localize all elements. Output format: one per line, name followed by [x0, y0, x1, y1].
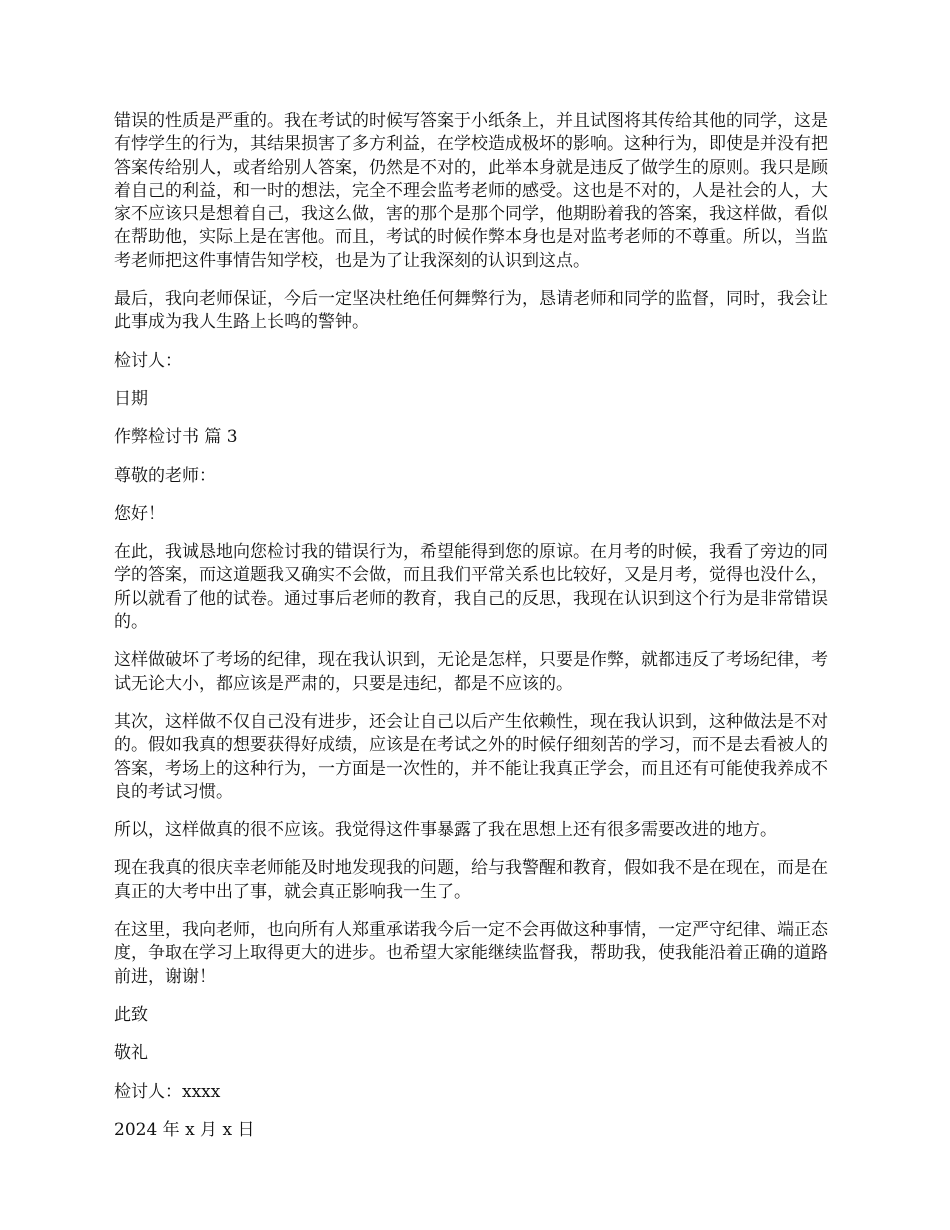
paragraph-gratitude: 现在我真的很庆幸老师能及时地发现我的问题，给与我警醒和教育，假如我不是在现在，而是在真正的大考中出了事，就会真正影响我一生了。	[114, 858, 828, 902]
closing-cizhi: 此致	[114, 1004, 148, 1025]
document-body	[114, 110, 838, 1157]
paragraph-violation-nature: 错误的性质是严重的。我在考试的时候写答案于小纸条上，并且试图将其传给其他的同学，这是有悖学生的行为，其结果损害了多方利益，在学校造成极坏的影响。这种行为，即使是并没有把答案传给别人，或者给别人答案，仍然是不对的，此举本身就是违反了做学生的原则。我只是顾着自己的利益，和一时的想法，完全不理会监考老师的感受。这也是不对的，人是社会的人，大家不应该只是想着自己，我这么做，害的那个是那个同学，他期盼着我的答案，我这样做，看似在帮助他，实际上是在害他。而且，考试的时候作弊本身也是对监考老师的不尊重。所以，当监考老师把这件事情告知学校，也是为了让我深刻的认识到这点。	[114, 111, 828, 271]
date-label: 日期	[114, 388, 148, 409]
paragraph-commitment: 在这里，我向老师，也向所有人郑重承诺我今后一定不会再做这种事情，一定严守纪律、端正态度，争取在学习上取得更大的进步。也希望大家能继续监督我，帮助我，使我能沿着正确的道路前进，谢谢！	[114, 920, 828, 987]
paragraph-promise: 最后，我向老师保证，今后一定坚决杜绝任何舞弊行为，恳请老师和同学的监督，同时，我会让此事成为我人生路上长鸣的警钟。	[114, 289, 828, 333]
paragraph-discipline: 这样做破坏了考场的纪律，现在我认识到，无论是怎样，只要是作弊，就都违反了考场纪律，考试无论大小，都应该是严肃的，只要是违纪，都是不应该的。	[114, 650, 828, 694]
section-title: 作弊检讨书 篇 3	[114, 427, 238, 448]
closing-jingli: 敬礼	[114, 1043, 148, 1064]
salutation: 尊敬的老师：	[114, 465, 216, 486]
date-line: 2024 年 x 月 x 日	[114, 1119, 255, 1140]
signature-label: 检讨人：	[114, 350, 182, 371]
signature-line: 检讨人：xxxx	[114, 1081, 221, 1102]
greeting: 您好！	[114, 503, 165, 524]
paragraph-confession: 在此，我诚恳地向您检讨我的错误行为，希望能得到您的原谅。在月考的时候，我看了旁边的同学的答案，而这道题我又确实不会做，而且我们平常关系也比较好，又是月考，觉得也没什么，所以就看了他的试卷。通过事后老师的教育，我自己的反思，我现在认识到这个行为是非常错误的。	[114, 542, 828, 633]
paragraph-dependency: 其次，这样做不仅自己没有进步，还会让自己以后产生依赖性，现在我认识到，这种做法是不对的。假如我真的想要获得好成绩，应该是在考试之外的时候仔细刻苦的学习，而不是去看被人的答案，考场上的这种行为，一方面是一次性的，并不能让我真正学会，而且还有可能使我养成不良的考试习惯。	[114, 711, 828, 802]
paragraph-reflection: 所以，这样做真的很不应该。我觉得这件事暴露了我在思想上还有很多需要改进的地方。	[114, 820, 777, 841]
